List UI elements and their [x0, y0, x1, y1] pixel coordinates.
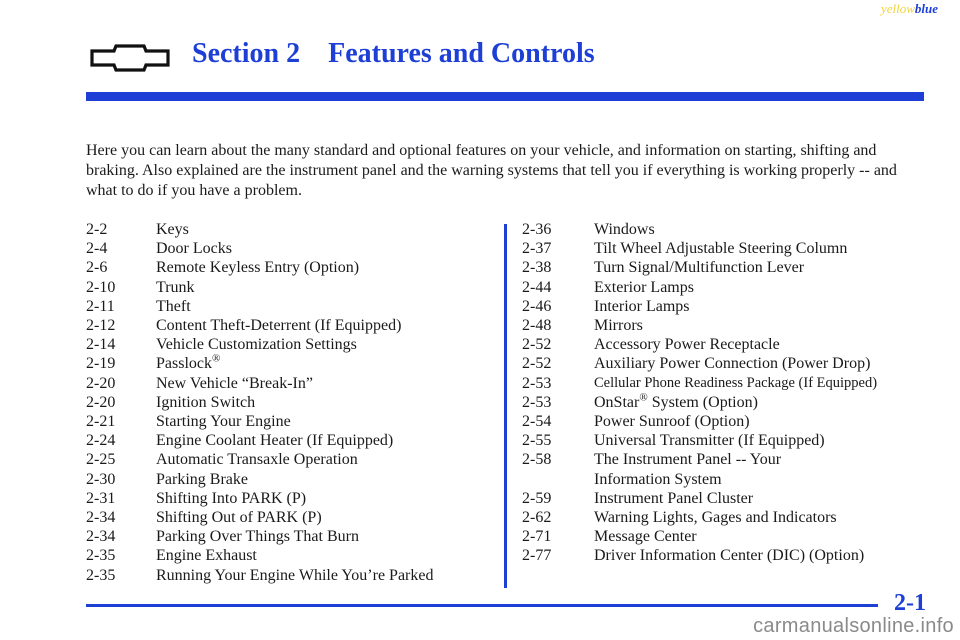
toc-entry-title	[156, 566, 506, 585]
toc-entry-title	[594, 450, 942, 469]
toc-page-number: 2-46	[522, 297, 552, 315]
toc-entry	[86, 316, 506, 335]
toc-entry-text: Auxiliary Power Connection (Power Drop)	[594, 355, 871, 373]
registered-mark: ®	[212, 353, 221, 366]
toc-entry-title	[594, 527, 942, 546]
toc-entry-title	[156, 489, 506, 508]
toc-entry-title	[594, 258, 942, 277]
toc-page-number: 2-52	[522, 355, 552, 373]
toc-entry	[522, 431, 942, 450]
toc-page-number: 2-48	[522, 317, 552, 335]
toc-right-column	[522, 220, 942, 566]
toc-entry	[86, 278, 506, 297]
toc-left-column	[86, 220, 506, 585]
toc-entry	[522, 489, 942, 508]
toc-entry	[522, 239, 942, 258]
toc-page-number: 2-30	[86, 470, 116, 488]
toc-entry	[86, 527, 506, 546]
toc-entry	[86, 335, 506, 354]
toc-entry-title	[594, 220, 942, 239]
toc-entry-text: Vehicle Customization Settings	[156, 336, 357, 354]
toc-page-number: 2-34	[86, 509, 116, 527]
toc-page-number: 2-25	[86, 451, 116, 469]
toc-page-number: 2-35	[86, 547, 116, 565]
toc-entry-text: Driver Information Center (DIC) (Option)	[594, 547, 865, 565]
toc-entry	[522, 258, 942, 277]
color-tag-yellow: yellow	[880, 1, 915, 16]
toc-entry	[86, 489, 506, 508]
toc-page-number: 2-19	[86, 355, 116, 373]
toc-entry	[522, 374, 942, 393]
toc-entry-title	[594, 546, 942, 565]
toc-entry	[522, 297, 942, 316]
toc-page-number: 2-62	[522, 509, 552, 527]
toc-entry-title	[156, 354, 506, 373]
toc-page-number: 2-37	[522, 240, 552, 258]
toc-entry-text: Turn Signal/Multifunction Lever	[594, 259, 805, 277]
footer-rule	[86, 604, 878, 607]
toc-page-number: 2-58	[522, 451, 552, 469]
toc-entry-title	[156, 374, 506, 393]
toc-entry-text: Interior Lamps	[594, 297, 690, 315]
toc-entry-text: Information System	[594, 470, 722, 488]
toc-page-number: 2-34	[86, 528, 116, 546]
toc-entry-text: Exterior Lamps	[594, 278, 694, 296]
toc-entry	[86, 470, 506, 489]
page-number: 2-1	[894, 590, 926, 616]
toc-entry	[86, 239, 506, 258]
toc-entry-title	[156, 431, 506, 450]
toc-entry	[522, 278, 942, 297]
toc-entry-title	[594, 354, 942, 373]
toc-entry-text: Parking Brake	[156, 470, 248, 488]
watermark: carmanualsonline.info	[753, 615, 954, 637]
registered-mark: ®	[639, 391, 648, 404]
toc-entry	[522, 508, 942, 527]
toc-entry-text: Universal Transmitter (If Equipped)	[594, 432, 825, 450]
toc-entry-text: Automatic Transaxle Operation	[156, 451, 358, 469]
toc-entry-text: Remote Keyless Entry (Option)	[156, 259, 360, 277]
toc-entry-title	[594, 431, 942, 450]
toc-entry-text: Trunk	[156, 278, 195, 296]
toc-entry-text: Engine Coolant Heater (If Equipped)	[156, 432, 394, 450]
toc-entry-title	[156, 508, 506, 527]
toc-entry-title	[156, 412, 506, 431]
toc-page-number: 2-55	[522, 432, 552, 450]
toc-page-number: 2-11	[86, 297, 115, 315]
toc-entry-title	[156, 297, 506, 316]
toc-entry-title	[156, 239, 506, 258]
toc-entry-text: Running Your Engine While You’re Parked	[156, 566, 434, 584]
toc-entry-text: Starting Your Engine	[156, 413, 291, 431]
toc-entry-text: Shifting Out of PARK (P)	[156, 509, 322, 527]
toc-entry	[86, 297, 506, 316]
toc-page-number: 2-12	[86, 317, 116, 335]
toc-entry-text: The Instrument Panel -- Your	[594, 451, 782, 469]
toc-entry-title	[156, 220, 506, 239]
toc-entry	[522, 450, 942, 469]
toc-entry-title	[594, 335, 942, 354]
toc-page-number: 2-71	[522, 528, 552, 546]
toc-entry-text: New Vehicle “Break-In”	[156, 374, 313, 392]
toc-page-number: 2-31	[86, 489, 116, 507]
toc-entry-text: Door Locks	[156, 240, 232, 258]
toc-entry-text: Passlock	[156, 355, 212, 373]
toc-entry-title	[594, 297, 942, 316]
toc-entry	[86, 508, 506, 527]
toc-entry-title	[594, 508, 942, 527]
toc-entry	[522, 316, 942, 335]
color-tag	[881, 1, 938, 17]
toc-page-number: 2-77	[522, 547, 552, 565]
toc-entry-text: Warning Lights, Gages and Indicators	[594, 509, 837, 527]
toc-entry-title	[156, 546, 506, 565]
toc-entry	[522, 546, 942, 565]
toc-page-number: 2-59	[522, 489, 552, 507]
toc-entry-text: Message Center	[594, 528, 697, 546]
toc-entry	[86, 374, 506, 393]
toc-entry	[522, 527, 942, 546]
toc-entry-title	[594, 489, 942, 508]
toc-page-number: 2-10	[86, 278, 116, 296]
toc-entry	[522, 470, 942, 489]
toc-entry-text: Content Theft-Deterrent (If Equipped)	[156, 317, 402, 335]
toc-page-number: 2-53	[522, 393, 552, 411]
toc-entry	[86, 546, 506, 565]
toc-page-number: 2-6	[86, 259, 108, 277]
toc-page-number: 2-53	[522, 374, 552, 392]
toc-page-number: 2-4	[86, 240, 108, 258]
toc-entry-title	[156, 470, 506, 489]
toc-entry	[86, 412, 506, 431]
header-rule	[86, 92, 924, 101]
toc-page-number: 2-14	[86, 336, 116, 354]
toc-entry	[86, 354, 506, 373]
toc-entry-text: Accessory Power Receptacle	[594, 336, 780, 354]
toc-entry-text: Instrument Panel Cluster	[594, 489, 754, 507]
toc-entry-title	[156, 335, 506, 354]
toc-entry-title	[156, 316, 506, 335]
toc-entry	[522, 354, 942, 373]
toc-entry-title	[594, 393, 942, 412]
toc-entry-title	[594, 316, 942, 335]
toc-page-number: 2-21	[86, 413, 116, 431]
toc-page-number: 2-36	[522, 221, 552, 238]
column-divider	[504, 224, 507, 588]
toc-entry-text: Cellular Phone Readiness Package (If Equipped)	[594, 374, 878, 391]
toc-entry-text: Theft	[156, 297, 191, 315]
toc-entry	[522, 393, 942, 412]
toc-page-number: 2-38	[522, 259, 552, 277]
toc-entry	[522, 335, 942, 354]
toc-entry-text: OnStar	[594, 393, 640, 411]
toc-entry	[86, 393, 506, 412]
toc-page-number: 2-20	[86, 374, 116, 392]
toc-page-number: 2-2	[86, 221, 108, 238]
toc-entry-text: Mirrors	[594, 317, 643, 335]
toc-entry-title	[594, 374, 942, 393]
toc-page-number: 2-20	[86, 393, 116, 411]
toc-page-number: 2-54	[522, 413, 552, 431]
toc-entry-text: Power Sunroof (Option)	[594, 413, 750, 431]
toc-entry-text: Windows	[594, 221, 655, 238]
bowtie-emblem-icon	[88, 44, 172, 72]
section-title: Section 2 Features and Controls	[192, 38, 595, 69]
toc-entry	[522, 412, 942, 431]
toc-entry-title	[594, 278, 942, 297]
toc-entry-title	[156, 278, 506, 297]
toc-entry-title	[156, 393, 506, 412]
toc-page-number: 2-44	[522, 278, 552, 296]
toc-page-number	[522, 470, 594, 489]
toc-entry	[86, 258, 506, 277]
toc-entry-text: Engine Exhaust	[156, 547, 257, 565]
toc-entry-title	[156, 450, 506, 469]
toc-entry-title	[156, 527, 506, 546]
toc-entry	[86, 450, 506, 469]
toc-entry-text: Keys	[156, 221, 189, 238]
toc-entry-text: Ignition Switch	[156, 393, 256, 411]
toc-entry	[86, 566, 506, 585]
toc-entry	[522, 220, 942, 239]
toc-entry-text: Tilt Wheel Adjustable Steering Column	[594, 240, 848, 258]
toc-entry	[86, 431, 506, 450]
color-tag-blue: blue	[914, 1, 938, 16]
toc-entry	[86, 220, 506, 239]
toc-entry-text-suffix: System (Option)	[647, 393, 758, 411]
toc-entry-title	[594, 412, 942, 431]
intro-paragraph: Here you can learn about the many standard and optional features on your vehicle, and information on starting, shifting and braking. Also explained are the instrument panel and the warning systems that tell you if everything is working properly -- and what to do if you have a problem.	[86, 142, 897, 199]
toc-entry-text: Parking Over Things That Burn	[156, 528, 359, 546]
toc-page-number: 2-52	[522, 336, 552, 354]
toc-page-number: 2-35	[86, 566, 116, 584]
toc-entry-title	[594, 239, 942, 258]
toc-page-number: 2-24	[86, 432, 116, 450]
toc-entry-text: Shifting Into PARK (P)	[156, 489, 307, 507]
toc-entry-title	[594, 470, 942, 489]
toc-entry-title	[156, 258, 506, 277]
